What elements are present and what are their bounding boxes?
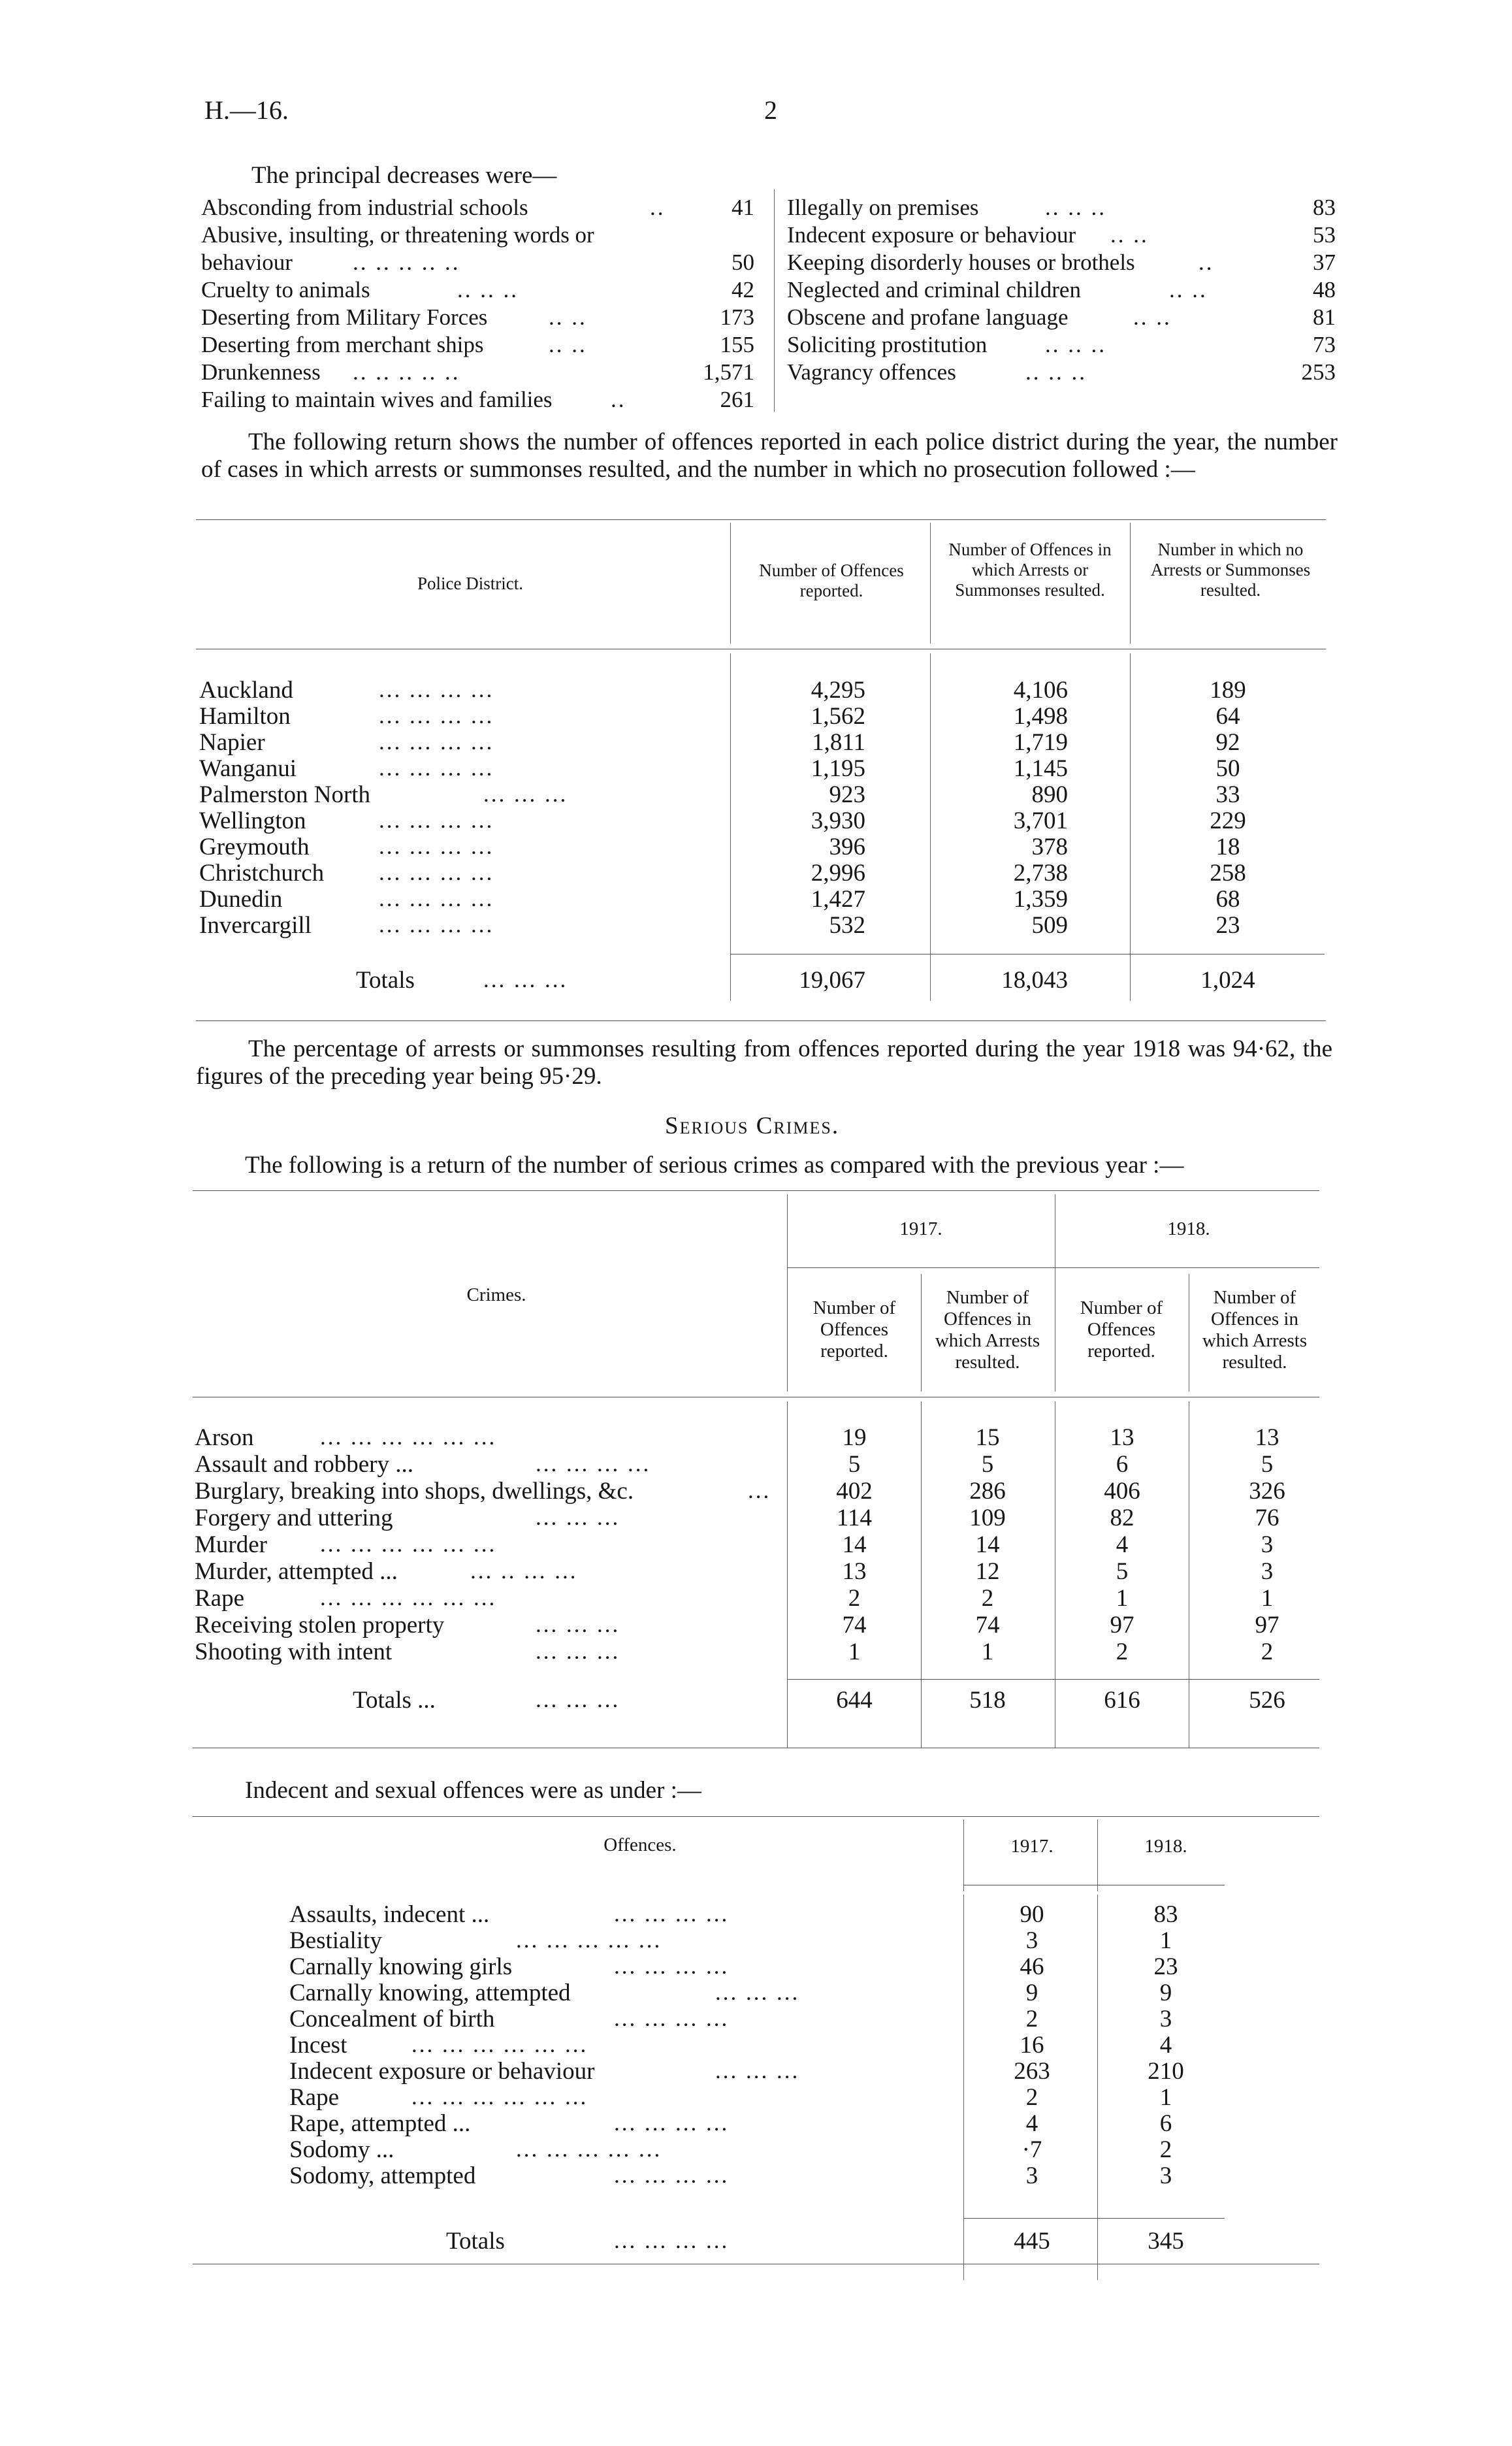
district-leader: ... ... ... ...: [379, 807, 494, 833]
offence-name: Bestiality: [289, 1927, 382, 1954]
crime-1917-reported: 5: [848, 1451, 861, 1478]
offence-1918: 3: [1159, 2162, 1172, 2189]
decrease-label: Soliciting prostitution: [787, 332, 988, 357]
serious-crimes-heading: Serious Crimes.: [665, 1113, 840, 1139]
offence-1918: 3: [1159, 2006, 1172, 2032]
offence-1917: 2: [1025, 2006, 1038, 2032]
district-totals-arrests: 18,043: [1001, 967, 1068, 994]
return-intro: The following return shows the number of offences reported in each police district during the year, the number of cases in which arrests or summonses resulted, and the number in which no prosecution followed :—: [201, 429, 1338, 483]
decrease-value: 1,571: [703, 359, 754, 385]
district-name: Napier: [199, 729, 265, 756]
decrease-value: 48: [1313, 277, 1336, 302]
serious-table-top-rule: [193, 1190, 1319, 1191]
district-table-bottom-rule: [196, 1020, 1326, 1021]
decreases-divider: [774, 189, 775, 412]
district-reported: 532: [829, 912, 865, 939]
district-name: Palmerston North: [199, 781, 371, 808]
offence-1917: ·7: [1021, 2136, 1042, 2163]
header-indecent-1917: 1917.: [1010, 1836, 1054, 1857]
decrease-value: 155: [720, 332, 754, 357]
district-reported: 396: [829, 834, 865, 860]
crime-1918-arrests: 326: [1249, 1478, 1285, 1505]
offence-leader: ... ... ... ... ... ...: [411, 2032, 588, 2057]
crime-1918-arrests: 3: [1261, 1531, 1274, 1558]
district-leader: ... ... ... ...: [379, 755, 494, 781]
district-totals-leader: ... ... ...: [483, 967, 568, 992]
offence-1918: 6: [1159, 2110, 1172, 2137]
offence-leader: ... ... ... ... ... ...: [411, 2084, 588, 2110]
crime-1918-arrests: 76: [1255, 1505, 1279, 1531]
crime-1917-arrests: 15: [975, 1424, 1000, 1451]
offence-1918: 83: [1153, 1901, 1178, 1928]
serious-col-rule-1: [787, 1194, 788, 1392]
header-year-1917: 1917.: [899, 1218, 942, 1239]
crime-1917-arrests: 12: [975, 1558, 1000, 1585]
offence-leader: ... ... ... ...: [614, 1953, 730, 1979]
crime-1917-reported: 74: [842, 1612, 867, 1639]
decrease-label: Deserting from merchant ships: [201, 332, 484, 357]
decrease-label: Vagrancy offences: [787, 359, 956, 385]
offence-1918: 1: [1159, 1927, 1172, 1954]
offence-1917: 46: [1020, 1953, 1044, 1980]
offence-name: Incest: [289, 2032, 347, 2059]
crime-1917-reported: 1: [848, 1639, 861, 1665]
district-leader: ... ... ... ...: [379, 703, 494, 728]
offence-leader: ... ... ... ...: [614, 2162, 730, 2188]
offence-1918: 9: [1159, 1980, 1172, 2006]
district-arrests: 1,719: [1013, 729, 1068, 756]
crime-1917-reported: 13: [842, 1558, 867, 1585]
serious-totals-leader: ... ... ...: [536, 1687, 620, 1712]
offence-1917: 90: [1020, 1901, 1044, 1928]
crime-1918-arrests: 2: [1261, 1639, 1274, 1665]
district-table-top-rule: [196, 519, 1326, 520]
district-reported: 1,811: [812, 729, 865, 756]
crime-leader: ... ... ... ...: [536, 1451, 651, 1476]
district-reported: 1,562: [811, 703, 865, 730]
district-col-rule-2: [930, 523, 931, 644]
serious-totals-1918-reported: 616: [1104, 1687, 1140, 1714]
offence-1917: 3: [1025, 2162, 1038, 2189]
district-body-rule-1: [730, 653, 731, 1001]
district-arrests: 4,106: [1013, 677, 1068, 704]
offence-name: Carnally knowing, attempted: [289, 1980, 571, 2006]
decrease-leader: .. ..: [549, 304, 587, 330]
district-reported: 1,195: [811, 755, 865, 782]
district-totals-reported: 19,067: [799, 967, 865, 994]
indecent-table-top-rule: [193, 1816, 1319, 1817]
district-no-arrests: 92: [1215, 729, 1240, 756]
decrease-leader: .. .. ..: [1045, 332, 1106, 357]
crime-name: Shooting with intent: [195, 1639, 393, 1665]
decrease-value: 83: [1313, 195, 1336, 220]
offence-1917: 16: [1020, 2032, 1044, 2059]
decrease-leader: .. ..: [1133, 304, 1172, 330]
page-number: 2: [764, 95, 777, 125]
decrease-label: Neglected and criminal children: [787, 277, 1081, 302]
district-reported: 2,996: [811, 860, 865, 887]
offence-1918: 1: [1159, 2084, 1172, 2111]
indecent-totals-label: Totals: [446, 2228, 505, 2255]
district-reported: 923: [829, 781, 865, 808]
serious-body-rule-2: [921, 1401, 922, 1748]
crime-1917-arrests: 1: [981, 1639, 994, 1665]
header-arrests-resulted: Number of Offences in which Arrests or Summonses resulted.: [948, 540, 1112, 600]
decrease-label: Keeping disorderly houses or brothels: [787, 250, 1135, 275]
district-col-rule-3: [1130, 523, 1131, 644]
district-no-arrests: 64: [1215, 703, 1240, 730]
offence-1918: 210: [1148, 2058, 1184, 2085]
offence-1917: 4: [1025, 2110, 1038, 2137]
header-offences-reported: Number of Offences reported.: [759, 561, 904, 600]
offence-1918: 2: [1159, 2136, 1172, 2163]
district-reported: 1,427: [811, 886, 865, 913]
district-name: Hamilton: [199, 703, 291, 730]
district-no-arrests: 23: [1215, 912, 1240, 939]
crime-1917-reported: 2: [848, 1585, 861, 1612]
crime-1918-reported: 13: [1110, 1424, 1134, 1451]
decrease-value: 73: [1313, 332, 1336, 357]
district-arrests: 1,145: [1013, 755, 1068, 782]
crime-name: Assault and robbery ...: [195, 1451, 413, 1478]
district-arrests: 378: [1031, 834, 1068, 860]
decrease-value: 81: [1313, 304, 1336, 330]
header-police-district: Police District.: [417, 574, 523, 593]
crime-1918-arrests: 3: [1261, 1558, 1274, 1585]
crime-1918-arrests: 13: [1255, 1424, 1279, 1451]
decrease-label: Deserting from Military Forces: [201, 304, 488, 330]
header-1917-arrests: Number of Offences in which Arrests resulted.: [935, 1287, 1040, 1373]
offence-leader: ... ... ... ...: [614, 1901, 730, 1927]
serious-crimes-intro: The following is a return of the number of serious crimes as compared with the previous year :—: [245, 1152, 1184, 1179]
decrease-leader: .. .. .. .. ..: [353, 359, 460, 385]
indecent-body-rule-2: [1097, 1895, 1098, 2280]
crime-leader: ... ... ... ... ... ...: [320, 1585, 497, 1610]
decrease-leader: ..: [611, 387, 626, 412]
crime-1917-arrests: 109: [969, 1505, 1006, 1531]
offence-leader: ... ... ... ... ...: [516, 2136, 662, 2162]
crime-leader: ... .. ... ...: [470, 1558, 578, 1584]
offence-name: Carnally knowing girls: [289, 1953, 513, 1980]
crime-1917-arrests: 286: [969, 1478, 1006, 1505]
crime-leader: ... ... ... ... ... ...: [320, 1424, 497, 1450]
percentage-text: The percentage of arrests or summonses resulting from offences reported during the year 1918 was 94·62, the figures of the preceding year being 95·29.: [196, 1035, 1332, 1090]
district-body-rule-3: [1130, 653, 1131, 1001]
offence-leader: ... ... ... ...: [614, 2110, 730, 2136]
decreases-intro: The principal decreases were—: [251, 162, 557, 189]
offence-leader: ... ... ...: [715, 1980, 800, 2005]
offence-1917: 2: [1025, 2084, 1038, 2111]
district-leader: ... ... ...: [483, 781, 568, 807]
offence-name: Concealment of birth: [289, 2006, 495, 2032]
district-totals-no-arrests: 1,024: [1200, 967, 1255, 994]
crime-1917-reported: 114: [836, 1505, 873, 1531]
crime-1917-reported: 14: [842, 1531, 867, 1558]
district-arrests: 2,738: [1013, 860, 1068, 887]
district-no-arrests: 258: [1210, 860, 1246, 887]
district-reported: 3,930: [811, 807, 865, 834]
district-name: Christchurch: [199, 860, 325, 887]
serious-year-rule: [787, 1267, 1319, 1268]
district-reported: 4,295: [811, 677, 865, 704]
crime-1918-reported: 1: [1116, 1585, 1129, 1612]
crime-name: Receiving stolen property: [195, 1612, 445, 1639]
decrease-leader: .. .. ..: [457, 277, 519, 302]
header-year-1918: 1918.: [1167, 1218, 1210, 1239]
header-crimes: Crimes.: [466, 1284, 526, 1305]
indecent-intro: Indecent and sexual offences were as under :—: [245, 1777, 701, 1804]
crime-leader: ... ... ...: [536, 1505, 620, 1530]
crime-1918-reported: 406: [1104, 1478, 1140, 1505]
district-name: Greymouth: [199, 834, 310, 860]
crime-1917-reported: 19: [842, 1424, 867, 1451]
decrease-leader: .. ..: [1169, 277, 1208, 302]
offence-1917: 9: [1025, 1980, 1038, 2006]
crime-1918-reported: 2: [1116, 1639, 1129, 1665]
offence-name: Assaults, indecent ...: [289, 1901, 490, 1928]
decrease-leader: .. ..: [549, 332, 587, 357]
decrease-value: 41: [732, 195, 754, 220]
crime-name: Arson: [195, 1424, 254, 1451]
district-name: Wanganui: [199, 755, 297, 782]
serious-totals-1917-arrests: 518: [969, 1687, 1006, 1714]
district-leader: ... ... ... ...: [379, 834, 494, 859]
serious-totals-1917-reported: 644: [836, 1687, 873, 1714]
district-arrests: 1,359: [1013, 886, 1068, 913]
crime-leader: ... ... ...: [536, 1639, 620, 1664]
decrease-value: 261: [720, 387, 754, 412]
district-name: Invercargill: [199, 912, 312, 939]
header-offences: Offences.: [603, 1834, 677, 1855]
header-no-arrests: Number in which no Arrests or Summonses resulted.: [1150, 540, 1311, 600]
district-body-rule-2: [930, 653, 931, 1001]
crime-name: Burglary, breaking into shops, dwellings, &c.: [195, 1478, 634, 1505]
indecent-col-rule-1: [963, 1819, 964, 1891]
crime-1917-arrests: 5: [981, 1451, 994, 1478]
decrease-leader: .. .. .. .. ..: [353, 250, 460, 275]
district-no-arrests: 68: [1215, 886, 1240, 913]
district-leader: ... ... ... ...: [379, 677, 494, 702]
decrease-label: Cruelty to animals: [201, 277, 370, 302]
serious-totals-1918-arrests: 526: [1249, 1687, 1285, 1714]
offence-name: Sodomy ...: [289, 2136, 394, 2163]
indecent-totals-leader: ... ... ... ...: [614, 2228, 730, 2253]
indecent-totals-rule: [963, 2218, 1225, 2219]
crime-1918-reported: 6: [1116, 1451, 1129, 1478]
crime-1918-arrests: 97: [1255, 1612, 1279, 1639]
district-leader: ... ... ... ...: [379, 886, 494, 911]
district-leader: ... ... ... ...: [379, 729, 494, 755]
district-leader: ... ... ... ...: [379, 912, 494, 938]
crime-1918-reported: 5: [1116, 1558, 1129, 1585]
offence-name: Sodomy, attempted: [289, 2162, 476, 2189]
crime-1918-reported: 97: [1110, 1612, 1134, 1639]
district-no-arrests: 18: [1215, 834, 1240, 860]
decrease-value: 253: [1301, 359, 1336, 385]
decrease-label: Indecent exposure or behaviour: [787, 222, 1076, 248]
crime-1918-arrests: 5: [1261, 1451, 1274, 1478]
header-indecent-1918: 1918.: [1144, 1836, 1187, 1857]
indecent-col-rule-2: [1097, 1819, 1098, 1891]
decrease-leader: .. ..: [1110, 222, 1149, 248]
decrease-leader: .. .. ..: [1045, 195, 1106, 220]
offence-leader: ... ... ... ... ...: [516, 1927, 662, 1953]
district-name: Wellington: [199, 807, 306, 834]
decrease-label: Illegally on premises: [787, 195, 979, 220]
district-arrests: 509: [1031, 912, 1068, 939]
crime-leader: ... ... ...: [536, 1612, 620, 1637]
district-no-arrests: 229: [1210, 807, 1246, 834]
offence-leader: ... ... ...: [715, 2058, 800, 2083]
serious-totals-label: Totals ...: [353, 1687, 436, 1714]
indecent-body-rule-1: [963, 1895, 964, 2280]
crime-1917-reported: 402: [836, 1478, 873, 1505]
serious-totals-rule: [787, 1679, 1319, 1680]
crime-name: Murder: [195, 1531, 267, 1558]
crime-1917-arrests: 2: [981, 1585, 994, 1612]
offence-name: Indecent exposure or behaviour: [289, 2058, 595, 2085]
decrease-value: 53: [1313, 222, 1336, 248]
header-1917-reported: Number of Offences reported.: [812, 1297, 896, 1362]
offence-1918: 23: [1153, 1953, 1178, 1980]
decrease-label: Failing to maintain wives and families: [201, 387, 553, 412]
crime-1917-arrests: 74: [975, 1612, 1000, 1639]
crime-leader: ...: [748, 1478, 771, 1503]
decrease-leader: ..: [650, 195, 666, 220]
crime-1918-reported: 82: [1110, 1505, 1134, 1531]
offence-name: Rape, attempted ...: [289, 2110, 471, 2137]
decrease-leader: .. .. ..: [1025, 359, 1087, 385]
decrease-value: 42: [732, 277, 754, 302]
offence-leader: ... ... ... ...: [614, 2006, 730, 2031]
district-arrests: 1,498: [1013, 703, 1068, 730]
indecent-totals-1917: 445: [1014, 2228, 1050, 2255]
district-name: Dunedin: [199, 886, 283, 913]
serious-col-rule-3: [921, 1274, 922, 1392]
crime-name: Forgery and uttering: [195, 1505, 393, 1531]
header-1918-reported: Number of Offences reported.: [1080, 1297, 1163, 1362]
decrease-value: 50: [732, 250, 754, 275]
district-totals-label: Totals: [356, 967, 415, 994]
decrease-label: behaviour: [201, 250, 293, 275]
document-code: H.—16.: [204, 95, 289, 125]
district-col-rule-1: [730, 523, 731, 644]
decrease-label: Drunkenness: [201, 359, 321, 385]
crime-leader: ... ... ... ... ... ...: [320, 1531, 497, 1557]
decrease-leader: ..: [1198, 250, 1214, 275]
serious-body-rule-1: [787, 1401, 788, 1748]
district-no-arrests: 33: [1215, 781, 1240, 808]
indecent-totals-1918: 345: [1148, 2228, 1184, 2255]
district-no-arrests: 50: [1215, 755, 1240, 782]
district-leader: ... ... ... ...: [379, 860, 494, 885]
decrease-value: 173: [720, 304, 754, 330]
district-no-arrests: 189: [1210, 677, 1246, 704]
offence-1918: 4: [1159, 2032, 1172, 2059]
district-arrests: 3,701: [1013, 807, 1068, 834]
district-arrests: 890: [1031, 781, 1068, 808]
decrease-value: 37: [1313, 250, 1336, 275]
header-1918-arrests: Number of Offences in which Arrests resulted.: [1202, 1287, 1308, 1373]
decrease-label: Absconding from industrial schools: [201, 195, 528, 220]
crime-name: Murder, attempted ...: [195, 1558, 398, 1585]
offence-1917: 3: [1025, 1927, 1038, 1954]
crime-1918-arrests: 1: [1261, 1585, 1274, 1612]
crime-name: Rape: [195, 1585, 245, 1612]
offence-name: Rape: [289, 2084, 340, 2111]
decrease-label: Abusive, insulting, or threatening words or: [201, 222, 594, 248]
decrease-label: Obscene and profane language: [787, 304, 1069, 330]
crime-1918-reported: 4: [1116, 1531, 1129, 1558]
crime-1917-arrests: 14: [975, 1531, 1000, 1558]
district-name: Auckland: [199, 677, 293, 704]
offence-1917: 263: [1014, 2058, 1050, 2085]
